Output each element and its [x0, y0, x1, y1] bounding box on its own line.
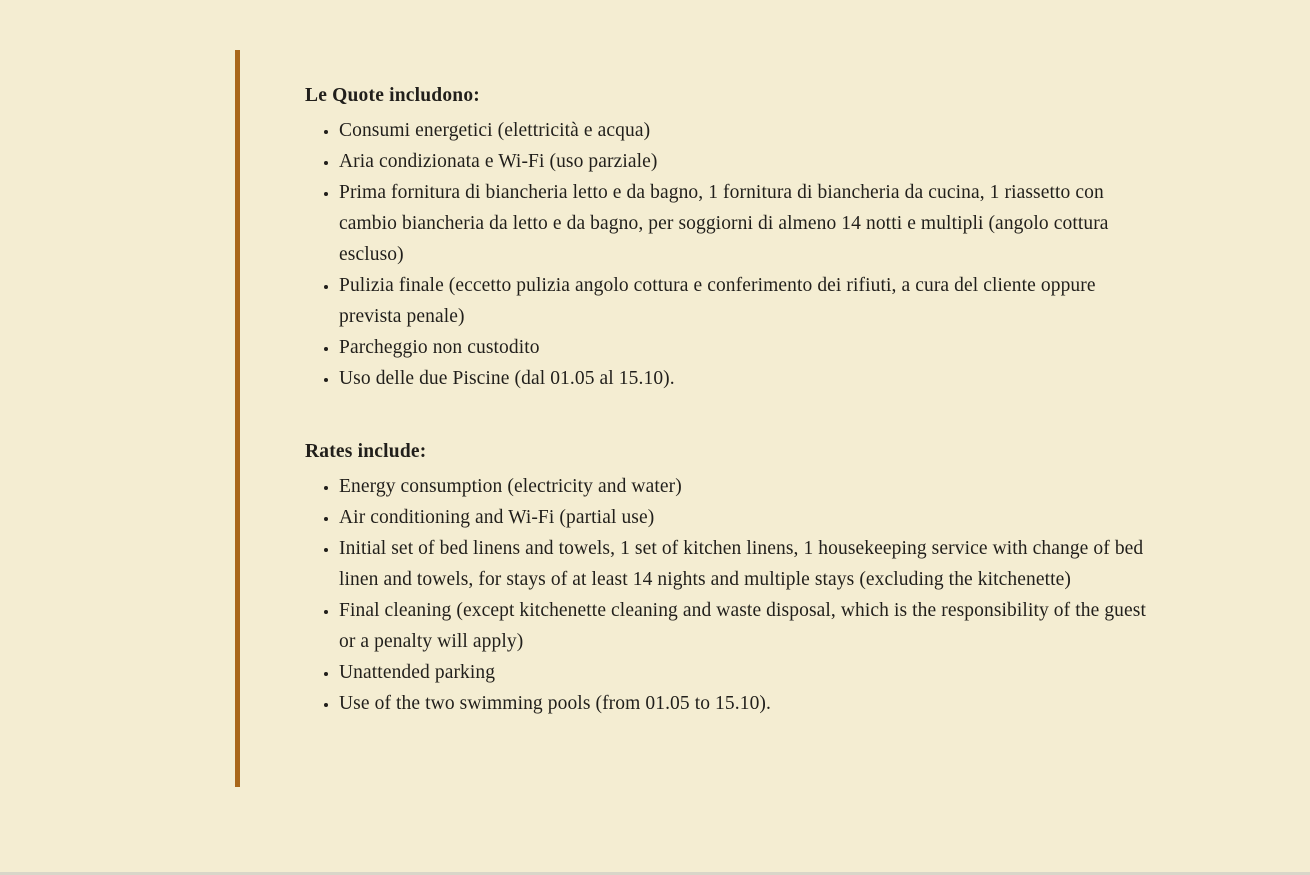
- list-item: • Parcheggio non custodito: [339, 332, 1153, 363]
- section-heading-english: Rates include:: [305, 441, 427, 462]
- list-item: • Aria condizionata e Wi-Fi (uso parziale): [339, 146, 1153, 177]
- include-list-english: [305, 471, 1153, 719]
- list-item: • Use of the two swimming pools (from 01.05 to 15.10).: [339, 688, 1153, 719]
- list-item: • Uso delle due Piscine (dal 01.05 al 15.10).: [339, 363, 1153, 394]
- list-item: • Final cleaning (except kitchenette cleaning and waste disposal, which is the responsibility of the guest or a penalty will apply): [339, 595, 1153, 657]
- section-english-rates: [305, 436, 1153, 719]
- list-item: • Air conditioning and Wi-Fi (partial use): [339, 502, 1153, 533]
- list-item: • Unattended parking: [339, 657, 1153, 688]
- section-italian-rates: [305, 80, 1153, 394]
- list-item: • Consumi energetici (elettricità e acqua): [339, 115, 1153, 146]
- accent-vertical-rule: [235, 50, 240, 787]
- section-heading-italian: Le Quote includono:: [305, 85, 480, 106]
- list-item: • Prima fornitura di biancheria letto e da bagno, 1 fornitura di biancheria da cucina, 1 riassetto con cambio biancheria da letto e da bagno, per soggiorni di almeno 14 notti e multipli (angolo cottura escluso): [339, 177, 1153, 270]
- list-item: • Initial set of bed linens and towels, 1 set of kitchen linens, 1 housekeeping service with change of bed linen and towels, for stays of at least 14 nights and multiple stays (excluding the kitchenette): [339, 533, 1153, 595]
- list-item: • Energy consumption (electricity and water): [339, 471, 1153, 502]
- include-list-italian: [305, 115, 1153, 394]
- list-item: • Pulizia finale (eccetto pulizia angolo cottura e conferimento dei rifiuti, a cura del cliente oppure prevista penale): [339, 270, 1153, 332]
- document-content: [305, 80, 1153, 719]
